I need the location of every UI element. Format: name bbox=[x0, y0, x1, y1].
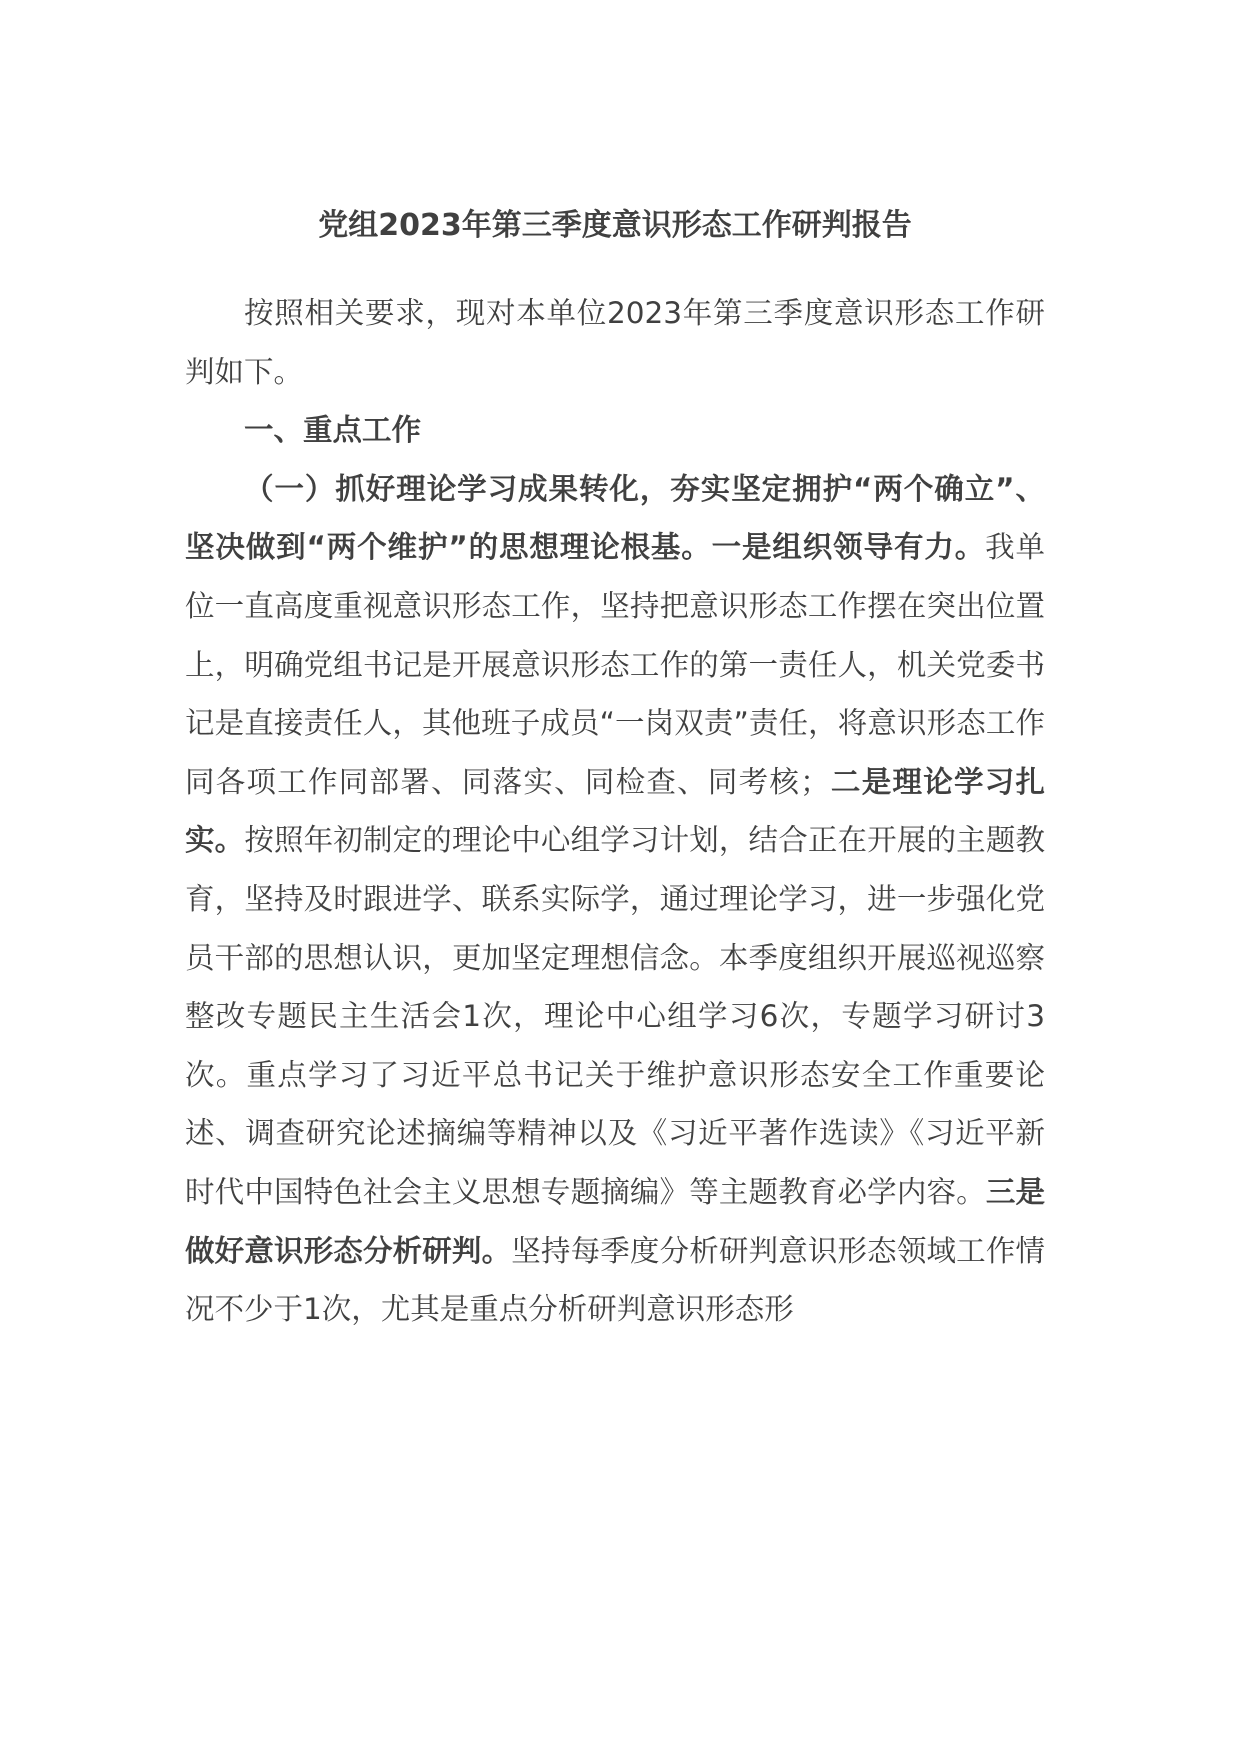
subsection-1-heading: （一）抓好理论学习成果转化，夯实坚定拥护“两个确立”、坚决做到“两个维护”的思想理论根基。 bbox=[185, 471, 1045, 565]
point-2-text: 按照年初制定的理论中心组学习计划，结合正在开展的主题教育，坚持及时跟进学、联系实际学，通过理论学习，进一步强化党员干部的思想认识，更加坚定理想信念。本季度组织开展巡视巡察整改专题民主生活会1次，理论中心组学习6次，专题学习研讨3次。重点学习了习近平总书记关于维护意识形态安全工作重要论述、调查研究论述摘编等精神以及《习近平著作选读》《习近平新时代中国特色社会主义思想专题摘编》等主题教育必学内容。 bbox=[185, 823, 1045, 1209]
section-1-heading: 一、重点工作 bbox=[244, 413, 422, 448]
point-3-label: 三是做好意识形态分析研判。 bbox=[185, 1174, 1045, 1268]
document-body bbox=[185, 284, 1045, 1339]
point-1-label: 一是组织领导有力。 bbox=[711, 530, 986, 565]
document-title: 党组2023年第三季度意识形态工作研判报告 bbox=[318, 208, 912, 243]
point-1-text: 我单位一直高度重视意识形态工作，坚持把意识形态工作摆在突出位置上，明确党组书记是开展意识形态工作的第一责任人，机关党委书记是直接责任人，其他班子成员“一岗双责”责任，将意识形态工作同各项工作同部署、同落实、同检查、同考核； bbox=[185, 530, 1045, 799]
intro-paragraph: 按照相关要求，现对本单位2023年第三季度意识形态工作研判如下。 bbox=[185, 296, 1045, 389]
point-2-label: 二是理论学习扎实。 bbox=[185, 764, 1045, 858]
subsection-1-paragraph bbox=[185, 460, 1045, 1339]
point-3-text: 坚持每季度分析研判意识形态领域工作情况不少于1次，尤其是重点分析研判意识形态形 bbox=[185, 1233, 1045, 1327]
